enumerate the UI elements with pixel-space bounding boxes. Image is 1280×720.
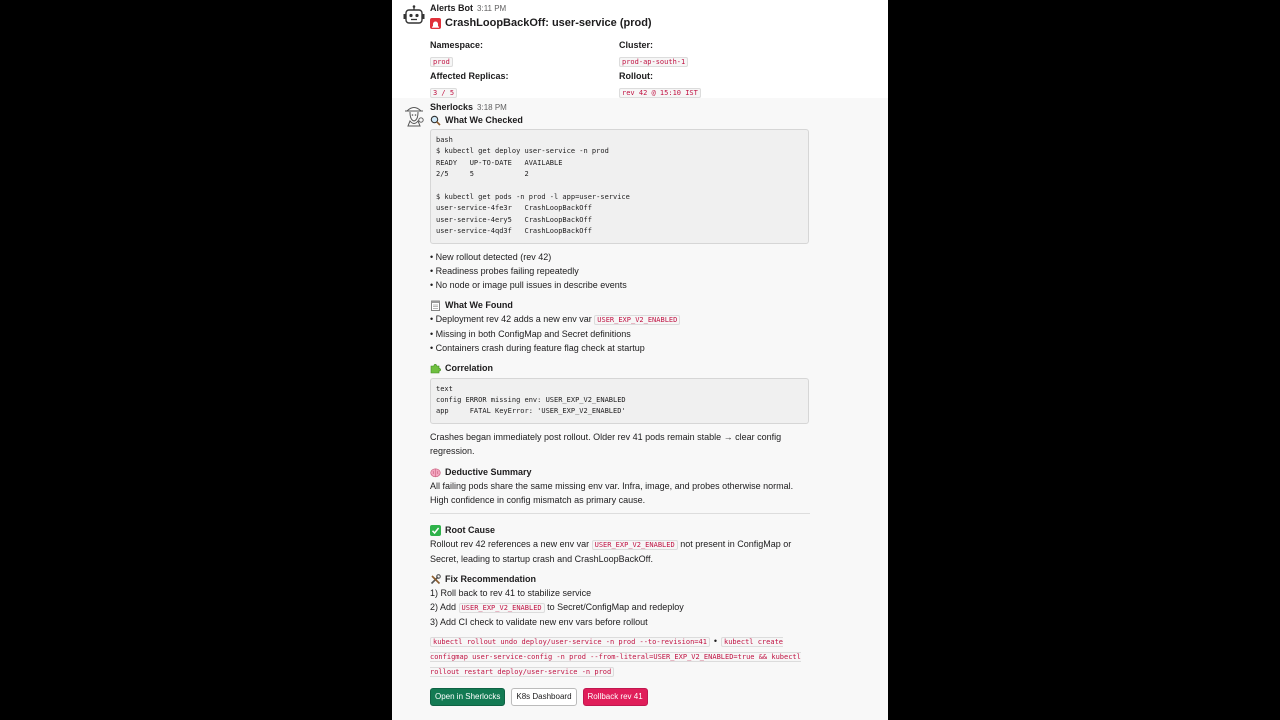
summary-text: All failing pods share the same missing env var. Infra, image, and probes otherwise normal. High confidence in config mismatch as primary cause. [430, 480, 794, 505]
message-panel [392, 0, 888, 720]
alert-fields [430, 39, 888, 100]
field-label: Cluster: [619, 40, 654, 50]
list-item: • Readiness probes failing repeatedly [430, 265, 579, 276]
robot-icon[interactable] [402, 4, 426, 28]
section-heading: Fix Recommendation [445, 573, 537, 584]
section-heading: What We Checked [445, 115, 523, 125]
list-item: • No node or image pull issues in describe events [430, 279, 627, 290]
section-fix-recommendation [430, 573, 888, 586]
command-configmap[interactable]: kubectl create configmap user-service-config -n prod --from-literal=USER_EXP_V2_ENABLED=true && kubectl rollout restart deploy/user-service -n prod [430, 637, 801, 676]
fix-step-suffix: to Secret/ConfigMap and redeploy [547, 601, 684, 612]
tools-icon [430, 574, 441, 585]
command-separator: • [713, 635, 718, 646]
field-rollout [619, 70, 808, 100]
code-block-checked[interactable]: bash $ kubectl get deploy user-service -n prod READY UP-TO-DATE AVAILABLE 2/5 5 2 $ kubectl get pods -n prod -l app=user-service user-service-4fe3r CrashLoopBackOff user-service-4ery5 CrashLoopBackOff user-service-4qd3f CrashLoopBackOff [430, 129, 809, 244]
field-replicas [430, 70, 619, 100]
section-heading: What We Found [445, 299, 513, 310]
field-label: Affected Replicas: [430, 71, 509, 81]
open-in-sherlocks-button[interactable]: Open in Sherlocks [430, 688, 505, 706]
action-buttons [430, 688, 888, 706]
inline-code: USER_EXP_V2_ENABLED [594, 315, 680, 325]
field-label: Rollout: [619, 71, 653, 81]
field-value: prod-ap-south-1 [619, 57, 688, 67]
alert-title-text: CrashLoopBackOff: user-service (prod) [445, 17, 652, 29]
k8s-dashboard-button[interactable]: K8s Dashboard [511, 688, 576, 706]
field-cluster [619, 39, 808, 69]
timestamp[interactable]: 3:18 PM [477, 103, 507, 112]
inline-code: USER_EXP_V2_ENABLED [592, 540, 678, 550]
correlation-text: Crashes began immediately post rollout. Older rev 41 pods remain stable → clear config regression. [430, 431, 782, 456]
inline-code: USER_EXP_V2_ENABLED [459, 603, 545, 613]
sherlocks-message [392, 98, 888, 720]
field-value: 3 / 5 [430, 88, 457, 98]
list-item [430, 312, 888, 327]
fix-step-prefix: 2) Add [430, 601, 457, 612]
siren-icon [430, 18, 441, 29]
section-correlation [430, 362, 888, 375]
brain-icon [430, 467, 441, 478]
timestamp[interactable]: 3:11 PM [477, 4, 507, 13]
field-namespace [430, 39, 619, 69]
list-item-text: • Deployment rev 42 adds a new env var [430, 313, 592, 324]
section-heading: Correlation [445, 362, 494, 373]
divider [430, 513, 810, 514]
field-value: prod [430, 57, 453, 67]
alert-title [430, 17, 888, 29]
command-rollback[interactable]: kubectl rollout undo deploy/user-service -n prod --to-revision=41 [430, 637, 710, 647]
list-item: • New rollout detected (rev 42) [430, 251, 552, 262]
root-cause-prefix: Rollout rev 42 references a new env var [430, 538, 590, 549]
fix-commands [430, 634, 810, 680]
author-name[interactable]: Alerts Bot [430, 3, 474, 13]
alert-message [392, 0, 888, 98]
puzzle-icon [430, 363, 441, 374]
section-what-we-checked [430, 114, 888, 127]
author-name[interactable]: Sherlocks [430, 102, 474, 112]
section-deductive-summary [430, 466, 888, 479]
list-item: • Containers crash during feature flag check at startup [430, 342, 645, 353]
section-heading: Root Cause [445, 524, 496, 535]
fix-step [430, 600, 888, 615]
root-cause-suffix: not present in ConfigMap or Secret, leading to startup crash and CrashLoopBackOff. [430, 538, 792, 564]
field-value: rev 42 @ 15:10 IST [619, 88, 701, 98]
code-block-correlation[interactable]: text config ERROR missing env: USER_EXP_V2_ENABLED app FATAL KeyError: 'USER_EXP_V2_ENABLED' [430, 378, 809, 424]
fix-step: 1) Roll back to rev 41 to stabilize service [430, 587, 592, 598]
sherlock-avatar-icon[interactable] [402, 103, 426, 127]
notepad-icon [430, 300, 441, 311]
section-heading: Deductive Summary [445, 466, 532, 477]
rollback-button[interactable]: Rollback rev 41 [583, 688, 648, 706]
section-what-we-found [430, 299, 888, 312]
fix-step: 3) Add CI check to validate new env vars before rollout [430, 616, 648, 627]
field-label: Namespace: [430, 40, 484, 50]
check-mark-icon [430, 525, 441, 536]
list-item: • Missing in both ConfigMap and Secret definitions [430, 328, 631, 339]
magnifier-icon [430, 115, 441, 126]
section-root-cause [430, 524, 888, 537]
root-cause-text [430, 537, 810, 566]
